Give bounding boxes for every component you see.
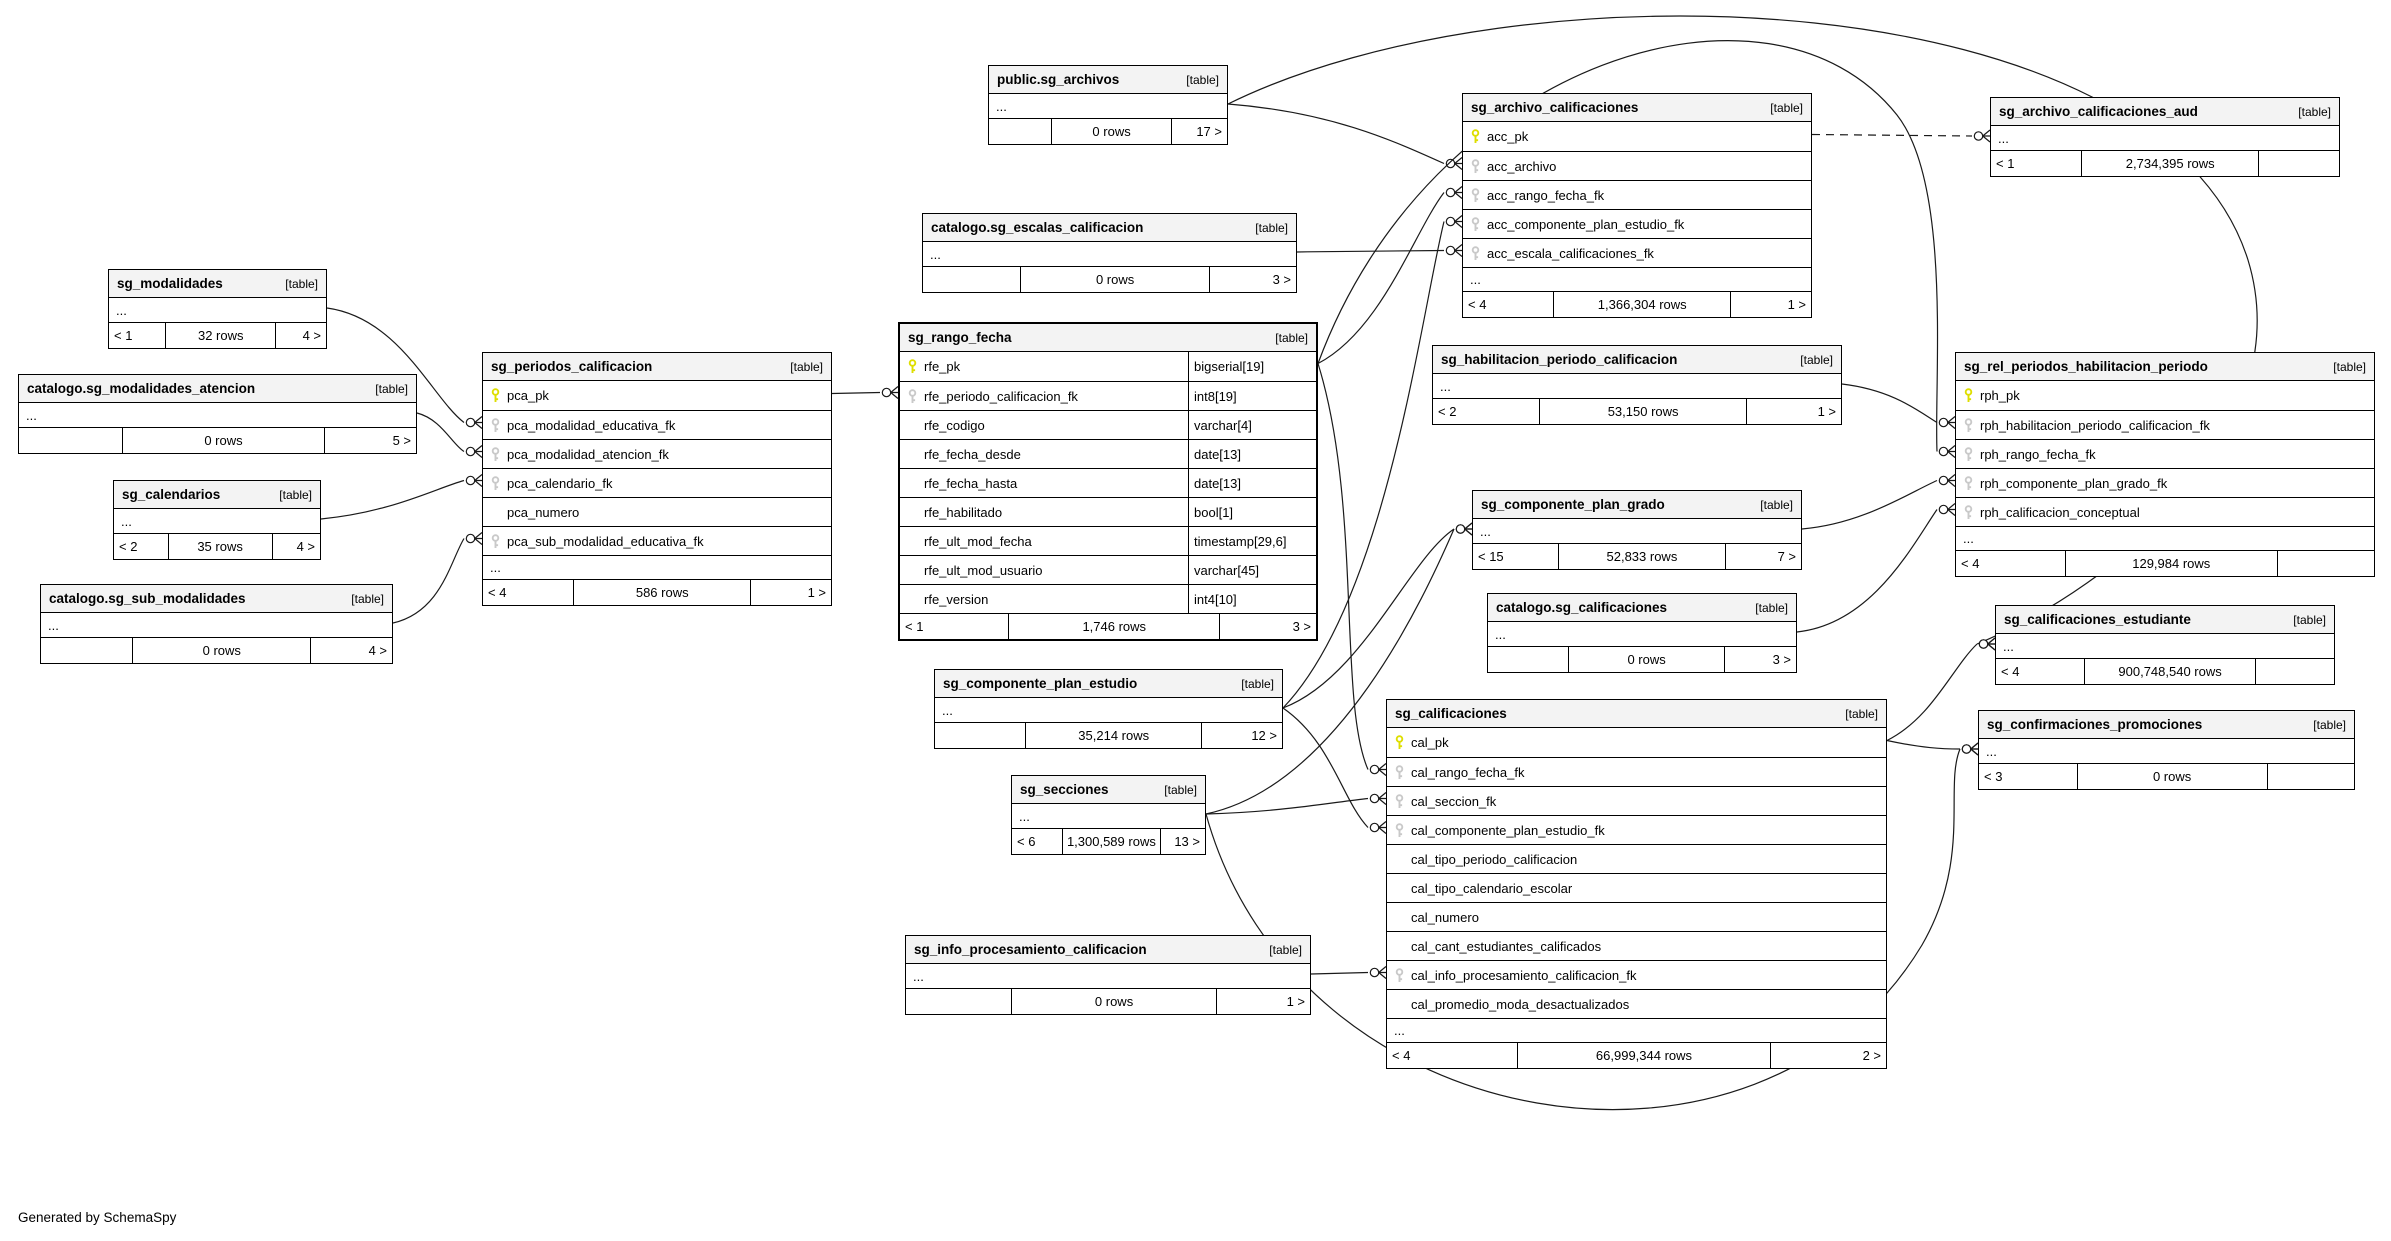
table-footer <box>1956 550 2374 576</box>
column-name: rfe_periodo_calificacion_fk <box>924 388 1078 404</box>
children-count: 13 > <box>1174 834 1200 849</box>
table-sg_calificaciones_estudiante[interactable] <box>1995 605 2335 685</box>
children-count: 4 > <box>368 643 387 658</box>
table-footer <box>109 322 326 348</box>
row-count: 0 rows <box>1568 647 1725 672</box>
column-name: rph_calificacion_conceptual <box>1980 504 2140 520</box>
more-columns-ellipsis: ... <box>116 302 127 318</box>
table-header <box>1956 353 2374 381</box>
children-count <box>2256 659 2334 684</box>
more-columns-ellipsis: ... <box>1019 808 1030 824</box>
foreign-key-icon <box>1387 765 1411 780</box>
table-catalogo.sg_sub_modalidades[interactable] <box>40 584 393 664</box>
foreign-key-icon <box>1463 217 1487 232</box>
row-count: 1,746 rows <box>1008 614 1220 639</box>
table-tag: [table] <box>2298 104 2331 119</box>
table-header <box>1433 346 1841 374</box>
table-title[interactable]: sg_componente_plan_estudio <box>943 676 1138 691</box>
row-count: 0 rows <box>1011 989 1217 1014</box>
foreign-key-icon <box>1387 794 1411 809</box>
table-header <box>1991 98 2339 126</box>
column-type: bool[1] <box>1188 498 1316 526</box>
table-footer <box>483 579 831 605</box>
table-tag: [table] <box>1760 497 1793 512</box>
row-count: 0 rows <box>132 638 311 663</box>
column-row-cal_numero <box>1387 902 1886 931</box>
table-sg_calificaciones[interactable] <box>1386 699 1887 1069</box>
table-header <box>1387 700 1886 728</box>
table-tag: [table] <box>1164 782 1197 797</box>
table-tag: [table] <box>1755 600 1788 615</box>
column-type: varchar[45] <box>1188 556 1316 584</box>
children-count: 3 > <box>1772 652 1791 667</box>
row-count: 586 rows <box>573 580 751 605</box>
table-header <box>114 481 320 509</box>
table-sg_archivo_calificaciones[interactable] <box>1462 93 1812 318</box>
children-count: 4 > <box>296 539 315 554</box>
table-title[interactable]: catalogo.sg_sub_modalidades <box>49 591 246 606</box>
table-tag: [table] <box>279 487 312 502</box>
column-row-cal_tipo_periodo_calificacion <box>1387 844 1886 873</box>
table-title[interactable]: sg_calificaciones_estudiante <box>2004 612 2191 627</box>
table-sg_info_procesamiento_calificacion[interactable] <box>905 935 1311 1015</box>
table-sg_componente_plan_grado[interactable] <box>1472 490 1802 570</box>
table-header <box>41 585 392 613</box>
parents-count: < 1 <box>1996 156 2015 171</box>
column-row-rph_habilitacion_periodo_calificacion_fk <box>1956 410 2374 439</box>
column-row-rfe_fecha_hasta <box>900 468 1316 497</box>
column-row-rph_pk <box>1956 381 2374 410</box>
table-header <box>1463 94 1811 122</box>
table-title[interactable]: catalogo.sg_modalidades_atencion <box>27 381 256 396</box>
column-name: rfe_fecha_desde <box>924 446 1021 462</box>
table-header <box>906 936 1310 964</box>
table-footer <box>923 266 1296 292</box>
children-count: 2 > <box>1862 1048 1881 1063</box>
parents-count: < 2 <box>119 539 138 554</box>
more-columns-ellipsis: ... <box>1956 526 2374 550</box>
column-name: cal_componente_plan_estudio_fk <box>1411 822 1605 838</box>
table-sg_confirmaciones_promociones[interactable] <box>1978 710 2355 790</box>
table-header <box>900 324 1316 352</box>
column-name: cal_promedio_moda_desactualizados <box>1411 996 1630 1012</box>
table-tag: [table] <box>1186 72 1219 87</box>
table-title[interactable]: sg_confirmaciones_promociones <box>1987 717 2203 732</box>
more-columns-ellipsis: ... <box>996 98 1007 114</box>
row-count: 0 rows <box>2077 764 2268 789</box>
column-row-cal_rango_fecha_fk <box>1387 757 1886 786</box>
column-name: pca_pk <box>507 388 549 403</box>
table-title[interactable]: sg_archivo_calificaciones <box>1471 100 1639 115</box>
foreign-key-icon <box>1956 476 1980 491</box>
more-columns-ellipsis: ... <box>483 555 831 579</box>
row-count: 1,300,589 rows <box>1062 829 1160 854</box>
column-name: cal_tipo_periodo_calificacion <box>1411 851 1578 867</box>
table-footer <box>1991 150 2339 176</box>
table-sg_periodos_calificacion[interactable] <box>482 352 832 606</box>
table-footer <box>1012 828 1205 854</box>
more-columns-ellipsis: ... <box>1440 378 1451 394</box>
foreign-key-icon <box>1463 188 1487 203</box>
foreign-key-icon <box>1463 246 1487 261</box>
column-name: cal_cant_estudiantes_calificados <box>1411 938 1602 954</box>
table-footer <box>1996 658 2334 684</box>
parents-count: < 2 <box>1438 404 1457 419</box>
children-count <box>2278 551 2374 576</box>
row-count: 2,734,395 rows <box>2081 151 2259 176</box>
table-title[interactable]: sg_periodos_calificacion <box>491 359 653 374</box>
more-columns-ellipsis: ... <box>121 513 132 529</box>
column-row-cal_seccion_fk <box>1387 786 1886 815</box>
table-title[interactable]: sg_rel_periodos_habilitacion_periodo <box>1964 359 2208 374</box>
table-header <box>483 353 831 381</box>
table-header <box>923 214 1296 242</box>
column-name: rfe_codigo <box>924 417 985 433</box>
row-count: 35 rows <box>168 534 273 559</box>
table-header <box>1979 711 2354 739</box>
column-row-rfe_version <box>900 584 1316 613</box>
more-columns-ellipsis: ... <box>48 617 59 633</box>
foreign-key-icon <box>1956 447 1980 462</box>
column-name: cal_rango_fecha_fk <box>1411 764 1525 780</box>
column-name: rfe_habilitado <box>924 504 1003 520</box>
children-count: 4 > <box>302 328 321 343</box>
table-footer <box>1979 763 2354 789</box>
children-count: 3 > <box>1292 619 1311 634</box>
generated-by-note: Generated by SchemaSpy <box>18 1210 177 1225</box>
column-row-pca_calendario_fk <box>483 468 831 497</box>
table-footer <box>989 118 1227 144</box>
table-header <box>1996 606 2334 634</box>
parents-count <box>989 119 1051 144</box>
table-tag: [table] <box>2313 717 2346 732</box>
children-count: 1 > <box>1817 404 1836 419</box>
parents-count <box>41 638 132 663</box>
row-count: 32 rows <box>165 323 276 348</box>
column-name: acc_componente_plan_estudio_fk <box>1487 216 1685 232</box>
column-name: pca_calendario_fk <box>507 475 613 491</box>
table-header <box>1488 594 1796 622</box>
table-title[interactable]: sg_modalidades <box>117 276 223 291</box>
table-title[interactable]: public.sg_archivos <box>997 72 1120 87</box>
foreign-key-icon <box>1387 968 1411 983</box>
parents-count: < 4 <box>1468 297 1487 312</box>
table-footer <box>1463 291 1811 317</box>
parents-count: < 4 <box>1961 556 1980 571</box>
table-title[interactable]: catalogo.sg_calificaciones <box>1496 600 1668 615</box>
table-title[interactable]: sg_componente_plan_grado <box>1481 497 1665 512</box>
table-tag: [table] <box>1255 220 1288 235</box>
column-name: acc_rango_fecha_fk <box>1487 187 1605 203</box>
table-header <box>109 270 326 298</box>
column-type: varchar[4] <box>1188 411 1316 439</box>
column-row-cal_promedio_moda_desactualizados <box>1387 989 1886 1018</box>
table-public.sg_archivos[interactable] <box>988 65 1228 145</box>
table-tag: [table] <box>1770 100 1803 115</box>
column-name: cal_pk <box>1411 735 1449 750</box>
column-row-pca_sub_modalidad_educativa_fk <box>483 526 831 555</box>
column-name: rfe_version <box>924 591 989 607</box>
table-title[interactable]: sg_rango_fecha <box>908 330 1012 345</box>
table-catalogo.sg_escalas_calificacion[interactable] <box>922 213 1297 293</box>
column-name: rph_componente_plan_grado_fk <box>1980 475 2168 491</box>
more-columns-ellipsis: ... <box>913 968 924 984</box>
table-tag: [table] <box>1275 330 1308 345</box>
table-tag: [table] <box>351 591 384 606</box>
table-footer <box>41 637 392 663</box>
column-name: rfe_ult_mod_usuario <box>924 562 1043 578</box>
column-name: cal_tipo_calendario_escolar <box>1411 880 1573 896</box>
foreign-key-icon <box>1956 505 1980 520</box>
column-name: pca_sub_modalidad_educativa_fk <box>507 533 704 549</box>
column-row-pca_modalidad_educativa_fk <box>483 410 831 439</box>
column-row-pca_numero <box>483 497 831 526</box>
primary-key-icon <box>900 359 924 374</box>
column-name: pca_modalidad_educativa_fk <box>507 417 676 433</box>
column-row-rfe_fecha_desde <box>900 439 1316 468</box>
parents-count: < 4 <box>488 585 507 600</box>
table-sg_rango_fecha[interactable] <box>898 322 1318 641</box>
table-tag: [table] <box>1845 706 1878 721</box>
table-tag: [table] <box>1269 942 1302 957</box>
children-count: 1 > <box>1787 297 1806 312</box>
parents-count: < 1 <box>905 619 924 634</box>
children-count: 1 > <box>1286 994 1305 1009</box>
row-count: 0 rows <box>122 428 324 453</box>
table-tag: [table] <box>2293 612 2326 627</box>
column-type: bigserial[19] <box>1188 352 1316 381</box>
more-columns-ellipsis: ... <box>1495 626 1506 642</box>
table-sg_secciones[interactable] <box>1011 775 1206 855</box>
table-title[interactable]: catalogo.sg_escalas_calificacion <box>931 220 1144 235</box>
table-title[interactable]: sg_habilitacion_periodo_calificacion <box>1441 352 1678 367</box>
table-sg_modalidades[interactable] <box>108 269 327 349</box>
row-count: 0 rows <box>1051 119 1172 144</box>
column-type: timestamp[29,6] <box>1188 527 1316 555</box>
children-count <box>2268 764 2354 789</box>
table-title[interactable]: sg_secciones <box>1020 782 1109 797</box>
table-sg_componente_plan_estudio[interactable] <box>934 669 1283 749</box>
table-title[interactable]: sg_calificaciones <box>1395 706 1507 721</box>
parents-count <box>923 267 1020 292</box>
column-row-pca_pk <box>483 381 831 410</box>
parents-count <box>1488 647 1568 672</box>
table-footer <box>900 613 1316 639</box>
foreign-key-icon <box>483 418 507 433</box>
children-count: 1 > <box>807 585 826 600</box>
column-row-acc_componente_plan_estudio_fk <box>1463 209 1811 238</box>
foreign-key-icon <box>483 534 507 549</box>
foreign-key-icon <box>483 447 507 462</box>
row-count: 0 rows <box>1020 267 1210 292</box>
table-sg_rel_periodos_habilitacion_periodo[interactable] <box>1955 352 2375 577</box>
row-count: 900,748,540 rows <box>2084 659 2256 684</box>
column-name: cal_numero <box>1411 909 1479 925</box>
row-count: 53,150 rows <box>1539 399 1747 424</box>
more-columns-ellipsis: ... <box>1986 743 1997 759</box>
parents-count: < 1 <box>114 328 133 343</box>
parents-count: < 6 <box>1017 834 1036 849</box>
children-count: 3 > <box>1272 272 1291 287</box>
table-title[interactable]: sg_archivo_calificaciones_aud <box>1999 104 2198 119</box>
column-name: rfe_fecha_hasta <box>924 475 1018 491</box>
column-name: rfe_ult_mod_fecha <box>924 533 1032 549</box>
foreign-key-icon <box>1956 418 1980 433</box>
table-footer <box>1473 543 1801 569</box>
column-name: cal_info_procesamiento_calificacion_fk <box>1411 967 1637 983</box>
column-row-acc_pk <box>1463 122 1811 151</box>
column-row-rfe_codigo <box>900 410 1316 439</box>
column-row-acc_archivo <box>1463 151 1811 180</box>
table-tag: [table] <box>285 276 318 291</box>
column-name: cal_seccion_fk <box>1411 793 1497 809</box>
table-footer <box>1488 646 1796 672</box>
column-name: acc_pk <box>1487 129 1529 144</box>
parents-count: < 3 <box>1984 769 2003 784</box>
row-count: 52,833 rows <box>1558 544 1725 569</box>
column-type: date[13] <box>1188 469 1316 497</box>
column-row-rph_componente_plan_grado_fk <box>1956 468 2374 497</box>
parents-count: < 4 <box>2001 664 2020 679</box>
more-columns-ellipsis: ... <box>930 246 941 262</box>
row-count: 66,999,344 rows <box>1517 1043 1772 1068</box>
column-row-rfe_pk <box>900 352 1316 381</box>
parents-count <box>19 428 122 453</box>
column-name: acc_escala_calificaciones_fk <box>1487 245 1654 261</box>
table-sg_calendarios[interactable] <box>113 480 321 560</box>
column-name: rph_rango_fecha_fk <box>1980 446 2096 462</box>
children-count: 12 > <box>1251 728 1277 743</box>
table-header <box>989 66 1227 94</box>
table-footer <box>935 722 1282 748</box>
table-catalogo.sg_calificaciones[interactable] <box>1487 593 1797 673</box>
column-row-rfe_ult_mod_fecha <box>900 526 1316 555</box>
more-columns-ellipsis: ... <box>1998 130 2009 146</box>
children-count <box>2259 151 2339 176</box>
table-header <box>1012 776 1205 804</box>
table-sg_archivo_calificaciones_aud[interactable] <box>1990 97 2340 177</box>
column-row-acc_escala_calificaciones_fk <box>1463 238 1811 267</box>
row-count: 35,214 rows <box>1025 723 1202 748</box>
primary-key-icon <box>483 388 507 403</box>
table-sg_habilitacion_periodo_calificacion[interactable] <box>1432 345 1842 425</box>
column-type: int4[10] <box>1188 585 1316 613</box>
primary-key-icon <box>1463 129 1487 144</box>
column-row-cal_pk <box>1387 728 1886 757</box>
table-header <box>1473 491 1801 519</box>
table-tag: [table] <box>1241 676 1274 691</box>
column-row-rfe_ult_mod_usuario <box>900 555 1316 584</box>
column-name: pca_modalidad_atencion_fk <box>507 446 669 462</box>
children-count: 7 > <box>1777 549 1796 564</box>
table-header <box>935 670 1282 698</box>
parents-count: < 4 <box>1392 1048 1411 1063</box>
primary-key-icon <box>1387 735 1411 750</box>
more-columns-ellipsis: ... <box>1480 523 1491 539</box>
table-footer <box>19 427 416 453</box>
more-columns-ellipsis: ... <box>942 702 953 718</box>
more-columns-ellipsis: ... <box>2003 638 2014 654</box>
children-count: 17 > <box>1196 124 1222 139</box>
table-footer <box>1433 398 1841 424</box>
table-catalogo.sg_modalidades_atencion[interactable] <box>18 374 417 454</box>
column-row-cal_info_procesamiento_calificacion_fk <box>1387 960 1886 989</box>
table-tag: [table] <box>1800 352 1833 367</box>
column-row-cal_componente_plan_estudio_fk <box>1387 815 1886 844</box>
parents-count: < 15 <box>1478 549 1504 564</box>
table-title[interactable]: sg_calendarios <box>122 487 221 502</box>
column-type: int8[19] <box>1188 382 1316 410</box>
table-tag: [table] <box>2333 359 2366 374</box>
column-row-cal_tipo_calendario_escolar <box>1387 873 1886 902</box>
column-row-pca_modalidad_atencion_fk <box>483 439 831 468</box>
table-footer <box>906 988 1310 1014</box>
table-footer <box>1387 1042 1886 1068</box>
foreign-key-icon <box>900 389 924 404</box>
row-count: 1,366,304 rows <box>1553 292 1731 317</box>
primary-key-icon <box>1956 388 1980 403</box>
foreign-key-icon <box>1463 159 1487 174</box>
table-footer <box>114 533 320 559</box>
more-columns-ellipsis: ... <box>26 407 37 423</box>
column-name: rfe_pk <box>924 359 961 374</box>
parents-count <box>935 723 1025 748</box>
parents-count <box>906 989 1011 1014</box>
foreign-key-icon <box>1387 823 1411 838</box>
column-row-rfe_periodo_calificacion_fk <box>900 381 1316 410</box>
column-row-cal_cant_estudiantes_calificados <box>1387 931 1886 960</box>
column-name: rph_habilitacion_periodo_calificacion_fk <box>1980 417 2210 433</box>
children-count: 5 > <box>392 433 411 448</box>
more-columns-ellipsis: ... <box>1387 1018 1886 1042</box>
table-header <box>19 375 416 403</box>
column-row-rph_calificacion_conceptual <box>1956 497 2374 526</box>
row-count: 129,984 rows <box>2065 551 2278 576</box>
column-name: acc_archivo <box>1487 158 1557 174</box>
table-tag: [table] <box>375 381 408 396</box>
more-columns-ellipsis: ... <box>1463 267 1811 291</box>
column-name: rph_pk <box>1980 388 2020 403</box>
foreign-key-icon <box>483 476 507 491</box>
column-type: date[13] <box>1188 440 1316 468</box>
column-row-rfe_habilitado <box>900 497 1316 526</box>
table-tag: [table] <box>790 359 823 374</box>
column-row-rph_rango_fecha_fk <box>1956 439 2374 468</box>
table-title[interactable]: sg_info_procesamiento_calificacion <box>914 942 1147 957</box>
column-row-acc_rango_fecha_fk <box>1463 180 1811 209</box>
column-name: pca_numero <box>507 504 580 520</box>
